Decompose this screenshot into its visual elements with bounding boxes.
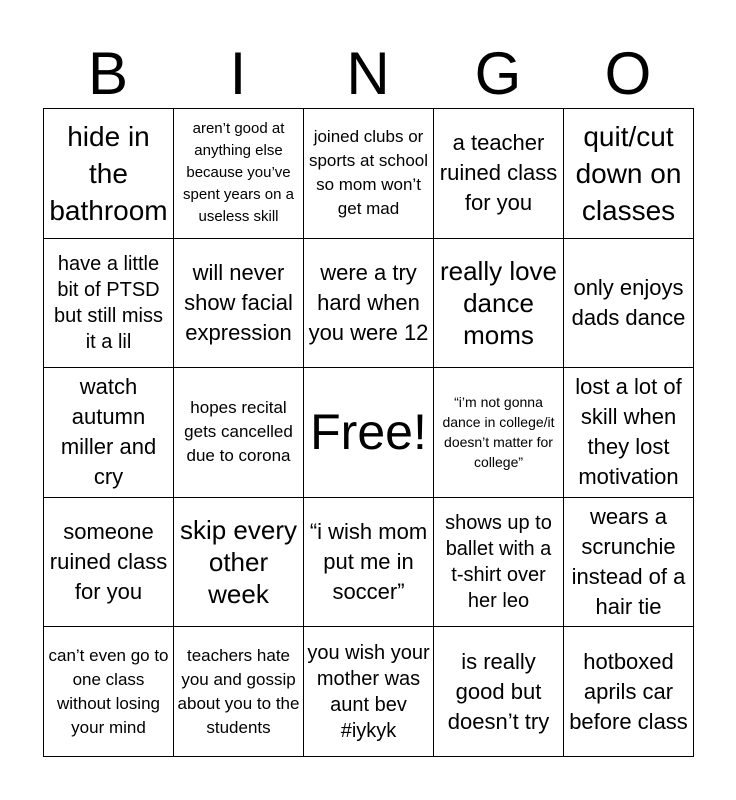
bingo-cell[interactable]: shows up to ballet with a t-shirt over her leo: [434, 497, 564, 627]
free-space-cell[interactable]: Free!: [304, 368, 434, 498]
bingo-row: [44, 238, 694, 368]
bingo-cell[interactable]: skip every other week: [174, 497, 304, 627]
bingo-row: [44, 109, 694, 239]
bingo-row: [44, 627, 694, 757]
bingo-cell[interactable]: will never show facial expression: [174, 238, 304, 368]
bingo-card: [43, 108, 694, 757]
header-letter-n: N: [346, 40, 390, 107]
bingo-cell[interactable]: hotboxed aprils car before class: [564, 627, 694, 757]
bingo-cell[interactable]: really love dance moms: [434, 238, 564, 368]
bingo-cell[interactable]: you wish your mother was aunt bev #iykyk: [304, 627, 434, 757]
bingo-cell[interactable]: can’t even go to one class without losing your mind: [44, 627, 174, 757]
bingo-cell[interactable]: a teacher ruined class for you: [434, 109, 564, 239]
bingo-cell[interactable]: quit/cut down on classes: [564, 109, 694, 239]
bingo-cell[interactable]: someone ruined class for you: [44, 497, 174, 627]
bingo-cell[interactable]: “i wish mom put me in soccer”: [304, 497, 434, 627]
bingo-cell[interactable]: hide in the bathroom: [44, 109, 174, 239]
header-letter-b: B: [87, 40, 129, 107]
bingo-row: [44, 368, 694, 498]
bingo-header: [43, 38, 693, 110]
bingo-cell[interactable]: only enjoys dads dance: [564, 238, 694, 368]
bingo-cell[interactable]: teachers hate you and gossip about you to the students: [174, 627, 304, 757]
bingo-cell[interactable]: is really good but doesn’t try: [434, 627, 564, 757]
header-letter-i: I: [229, 40, 247, 107]
bingo-cell[interactable]: wears a scrunchie instead of a hair tie: [564, 497, 694, 627]
bingo-row: [44, 497, 694, 627]
bingo-cell[interactable]: have a little bit of PTSD but still miss it a lil: [44, 238, 174, 368]
header-letter-o: O: [604, 40, 652, 107]
bingo-cell[interactable]: were a try hard when you were 12: [304, 238, 434, 368]
bingo-cell[interactable]: watch autumn miller and cry: [44, 368, 174, 498]
bingo-cell[interactable]: hopes recital gets cancelled due to corona: [174, 368, 304, 498]
header-letter-g: G: [474, 40, 522, 107]
bingo-cell[interactable]: “i’m not gonna dance in college/it doesn’t matter for college”: [434, 368, 564, 498]
bingo-cell[interactable]: joined clubs or sports at school so mom won’t get mad: [304, 109, 434, 239]
bingo-cell[interactable]: lost a lot of skill when they lost motivation: [564, 368, 694, 498]
bingo-cell[interactable]: aren’t good at anything else because you’ve spent years on a useless skill: [174, 109, 304, 239]
